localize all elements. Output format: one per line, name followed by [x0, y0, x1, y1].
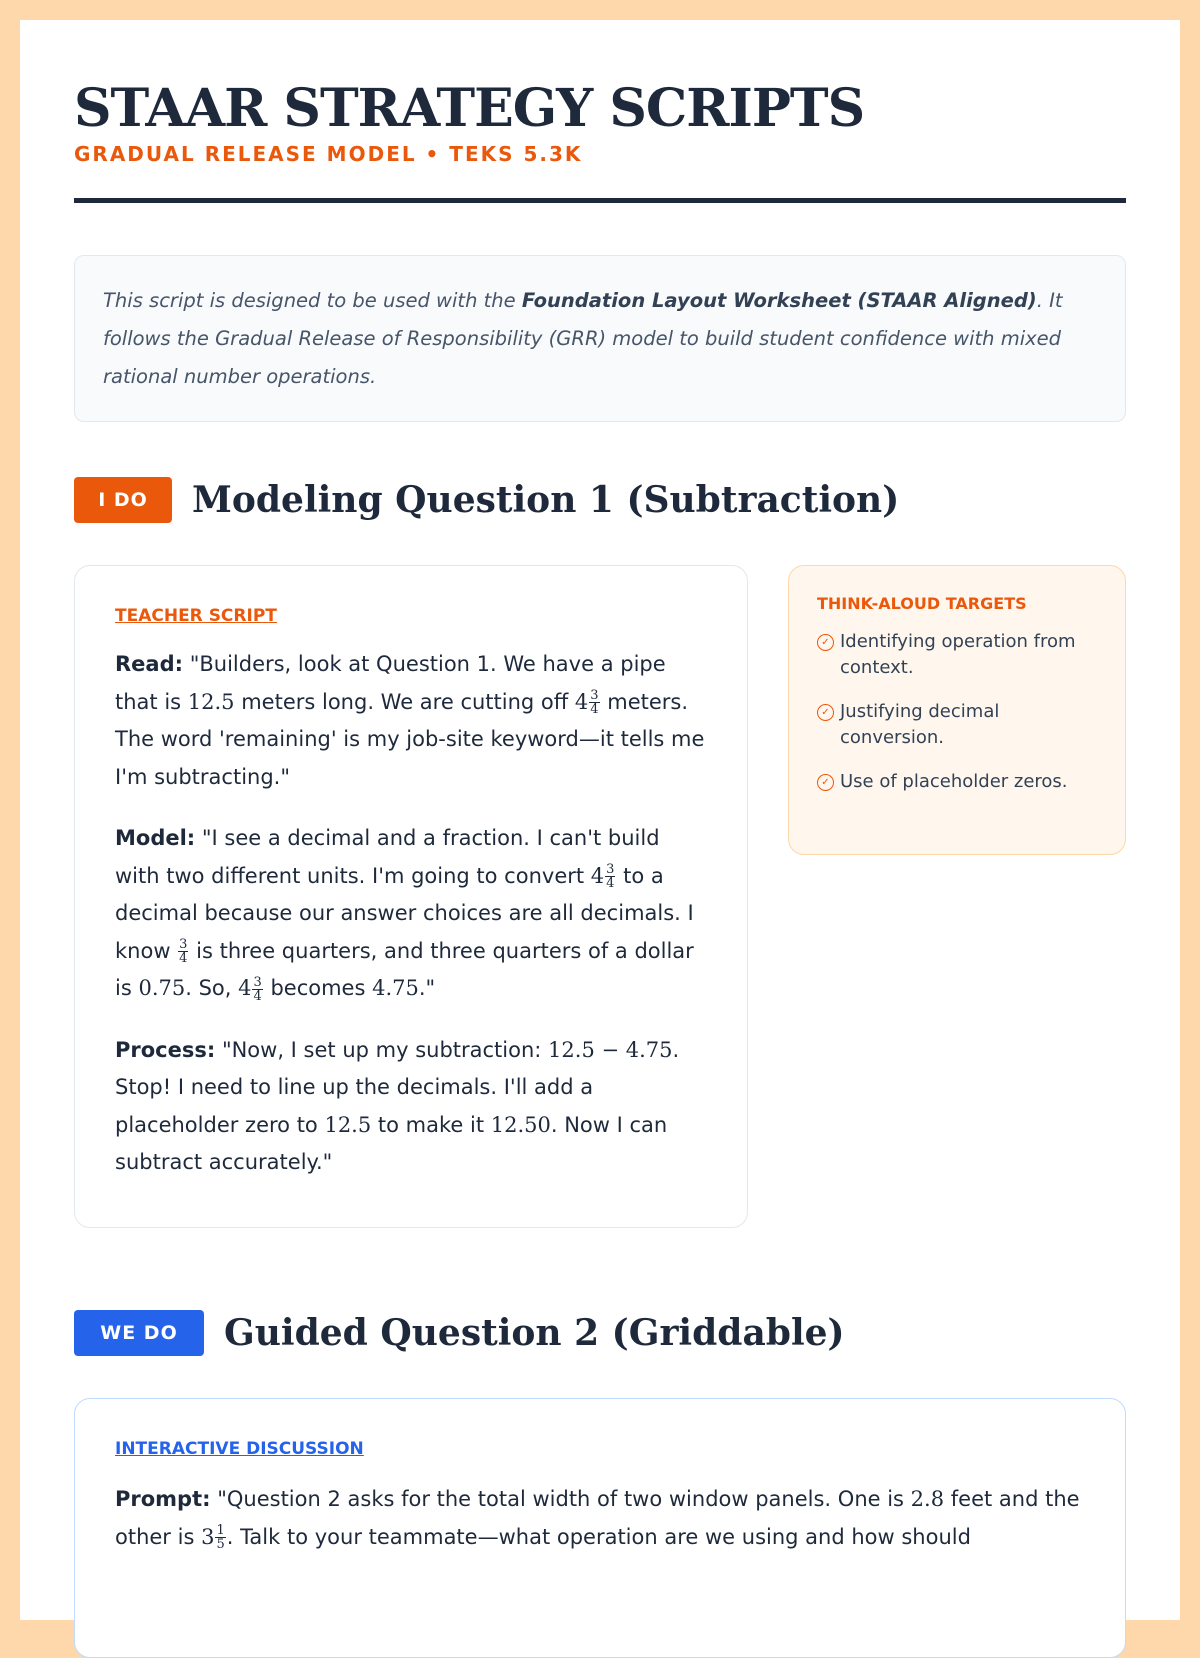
- prompt-text: feet and the other is: [115, 1487, 1080, 1549]
- prompt-text: "Question 2 asks for the total width of two window panels. One is: [210, 1487, 911, 1511]
- model-text: becomes: [263, 976, 373, 1000]
- model-text: . So,: [185, 976, 239, 1000]
- i-do-badge: I DO: [74, 477, 172, 523]
- we-do-badge: WE DO: [74, 1310, 204, 1356]
- process-text: to make it: [371, 1112, 491, 1137]
- process-text: . Stop! I need to line up the decimals. I'll add a placeholder zero to: [115, 1037, 680, 1137]
- math-expression: 12.5 − 4.75: [548, 1037, 673, 1062]
- section-title-modeling: Modeling Question 1 (Subtraction): [192, 479, 900, 521]
- model-text: .": [418, 976, 436, 1000]
- read-text: "Builders, look at Question 1. We have a pipe that is: [115, 652, 666, 714]
- interactive-discussion-label: INTERACTIVE DISCUSSION: [115, 1439, 364, 1459]
- math-value: 12.50: [490, 1112, 551, 1137]
- target-item: [817, 699, 1097, 751]
- math-value: 12.5: [187, 689, 235, 714]
- fraction: [215, 1524, 225, 1551]
- math-value: 12.5: [324, 1112, 372, 1137]
- intro-text-suffix: . It follows the Gradual Release of Responsibility (GRR) model to build student confidence with mixed rational number operations.: [103, 289, 1063, 388]
- think-aloud-targets-card: [788, 565, 1126, 855]
- fraction-denominator: 4: [253, 988, 262, 1004]
- math-value: 2.8: [910, 1487, 945, 1511]
- process-text: "Now, I set up my subtraction:: [215, 1037, 549, 1062]
- target-item-label: Use of placeholder zeros.: [840, 771, 1068, 792]
- page-title: STAAR STRATEGY SCRIPTS: [74, 78, 865, 139]
- read-label: Read:: [115, 652, 184, 676]
- read-text: meters long. We are cutting off: [234, 689, 575, 714]
- page-subtitle: GRADUAL RELEASE MODEL • TEKS 5.3K: [74, 142, 583, 166]
- section-title-guided: Guided Question 2 (Griddable): [224, 1312, 845, 1354]
- prompt-label: Prompt:: [115, 1487, 211, 1511]
- fraction: [589, 689, 599, 716]
- model-text: "I see a decimal and a fraction. I can't build with two different units. I'm going to convert: [115, 826, 660, 888]
- fraction-numerator: 3: [606, 862, 615, 877]
- math-value: 4.75: [372, 976, 419, 1000]
- intro-worksheet-name: Foundation Layout Worksheet (STAAR Aligned): [521, 289, 1037, 312]
- target-item: [817, 629, 1097, 681]
- fraction-denominator: 4: [179, 951, 188, 966]
- title-divider: [74, 198, 1126, 203]
- document-page: [20, 20, 1180, 1620]
- fraction-numerator: 3: [179, 937, 188, 952]
- process-text: . Now I can subtract accurately.": [115, 1112, 668, 1174]
- fraction: [605, 863, 615, 890]
- targets-title: THINK-ALOUD TARGETS: [817, 594, 1027, 613]
- process-label: Process:: [115, 1037, 216, 1062]
- section-header-we-do: [74, 1310, 845, 1356]
- read-paragraph: [115, 646, 707, 796]
- check-circle-icon: ✓: [817, 634, 834, 651]
- teacher-script-card: [74, 565, 748, 1228]
- fraction-numerator: 3: [253, 974, 262, 990]
- fraction: [252, 976, 262, 1003]
- intro-callout: [74, 255, 1126, 422]
- mixed-number-whole: 4: [590, 863, 605, 888]
- fraction-denominator: 4: [606, 876, 615, 891]
- math-value: 0.75: [138, 976, 186, 1000]
- model-text: to a decimal because our answer choices are all decimals. I know: [115, 863, 694, 963]
- mixed-number-whole: 3: [201, 1524, 215, 1549]
- mixed-number-whole: 4: [238, 976, 252, 1000]
- fraction-numerator: 1: [216, 1523, 225, 1538]
- model-text: is three quarters, and three quarters of a dollar is: [115, 938, 694, 1000]
- model-paragraph: [115, 820, 707, 1008]
- fraction: [178, 938, 188, 965]
- target-item: [817, 769, 1097, 795]
- check-circle-icon: ✓: [817, 704, 834, 721]
- intro-text-prefix: This script is designed to be used with the: [103, 289, 522, 312]
- prompt-paragraph: [115, 1481, 1085, 1556]
- teacher-script-label: TEACHER SCRIPT: [115, 606, 277, 626]
- fraction-denominator: 5: [216, 1537, 225, 1552]
- mixed-number-whole: 4: [574, 689, 589, 714]
- read-text: meters. The word 'remaining' is my job-site keyword—it tells me I'm subtracting.": [115, 689, 705, 789]
- section-header-i-do: [74, 477, 899, 523]
- check-circle-icon: ✓: [817, 774, 834, 791]
- fraction-numerator: 3: [590, 688, 599, 703]
- fraction-denominator: 4: [590, 702, 599, 717]
- model-label: Model:: [115, 826, 196, 850]
- prompt-text: . Talk to your teammate—what operation are we using and how should: [226, 1524, 971, 1549]
- process-paragraph: [115, 1032, 707, 1182]
- interactive-discussion-card: [74, 1398, 1126, 1658]
- target-item-label: Justifying decimal conversion.: [840, 701, 1000, 748]
- target-item-label: Identifying operation from context.: [840, 631, 1076, 678]
